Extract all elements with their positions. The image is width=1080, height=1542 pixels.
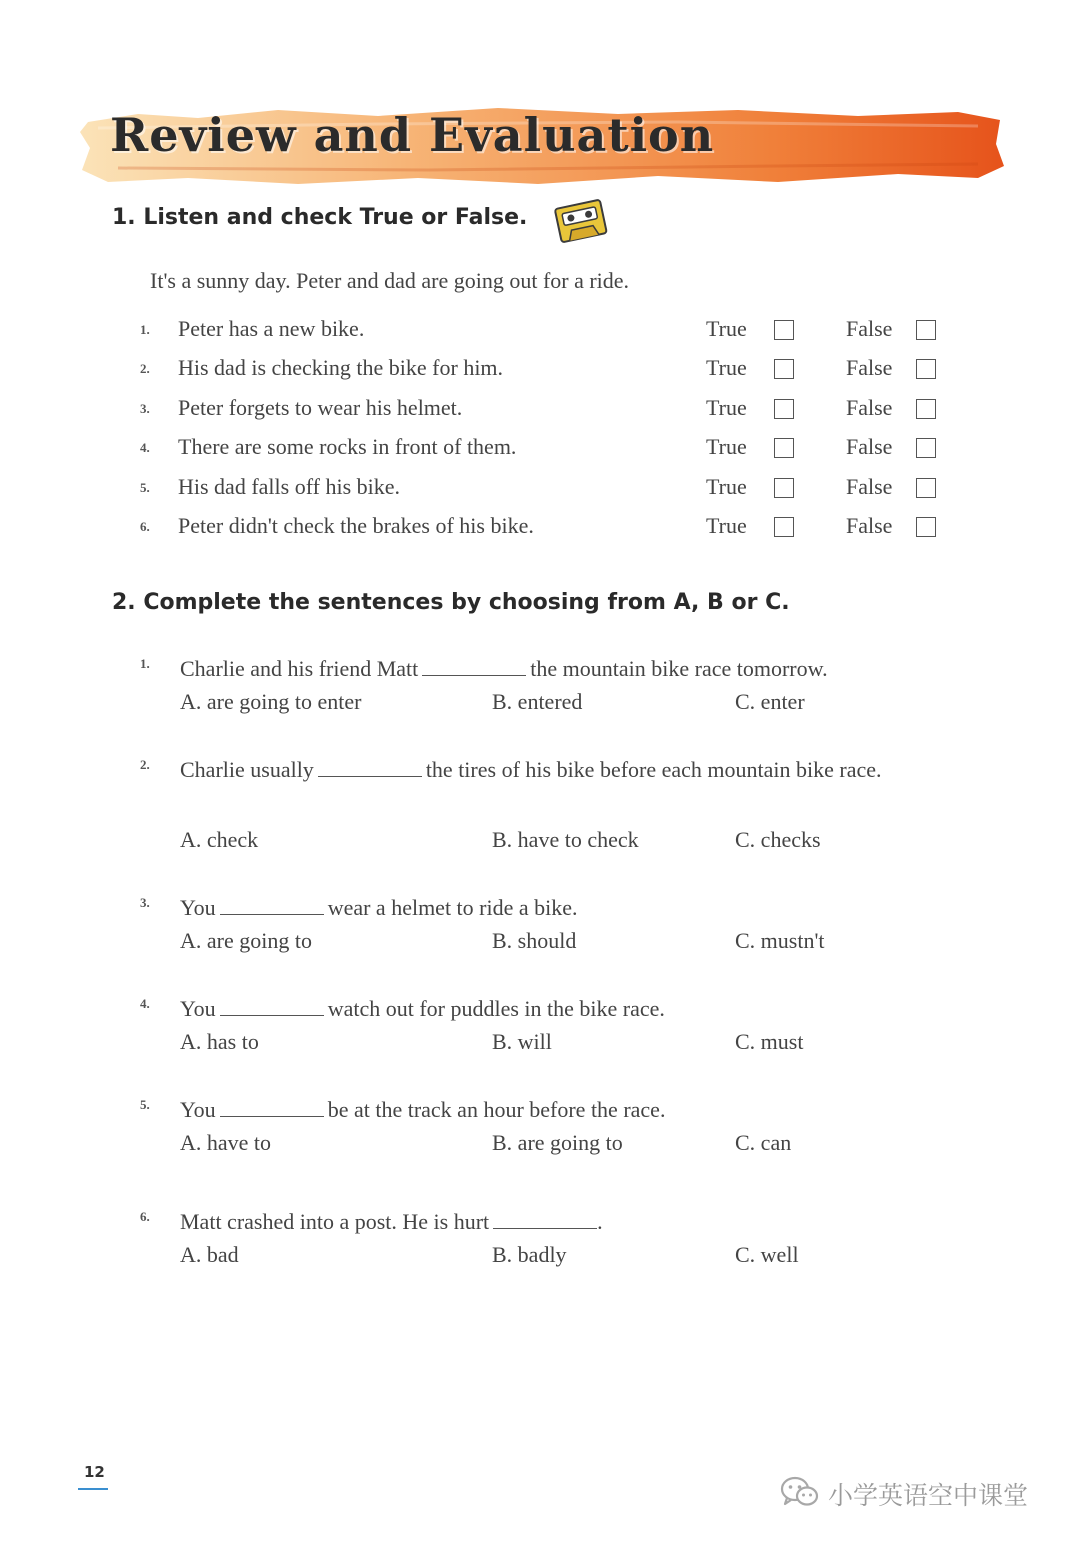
option-b[interactable]: B. should: [492, 928, 577, 953]
page-number: 12: [84, 1463, 105, 1481]
answer-blank[interactable]: [318, 757, 422, 777]
title-banner: [78, 104, 1006, 188]
question-text: [180, 1203, 1000, 1240]
false-label: False: [846, 355, 893, 380]
statement-text: His dad is checking the bike for him.: [178, 355, 504, 380]
option-b[interactable]: B. are going to: [492, 1130, 623, 1155]
question-text: [180, 751, 960, 788]
item-number: 5.: [140, 480, 150, 495]
true-label: True: [706, 355, 747, 380]
tf-item: [140, 355, 940, 385]
false-label: False: [846, 434, 893, 459]
option-a[interactable]: A. are going to: [180, 928, 312, 953]
item-number: 6.: [140, 519, 150, 534]
question-text-after: watch out for puddles in the bike race.: [327, 996, 665, 1021]
option-a[interactable]: A. bad: [180, 1242, 239, 1267]
false-checkbox[interactable]: [916, 399, 936, 419]
answer-blank[interactable]: [220, 996, 324, 1016]
question-text-after: wear a helmet to ride a bike.: [327, 895, 578, 920]
item-number: 1.: [140, 656, 150, 671]
tf-item: [140, 474, 940, 504]
option-c[interactable]: C. checks: [735, 827, 821, 852]
false-label: False: [846, 316, 893, 341]
option-a[interactable]: A. check: [180, 827, 259, 852]
item-number: 4.: [140, 996, 150, 1011]
option-a[interactable]: A. has to: [180, 1029, 259, 1054]
option-c[interactable]: C. can: [735, 1130, 792, 1155]
true-checkbox[interactable]: [774, 320, 794, 340]
statement-text: There are some rocks in front of them.: [178, 434, 517, 459]
true-label: True: [706, 316, 747, 341]
item-number: 2.: [140, 361, 150, 376]
question-text-before: Charlie usually: [180, 757, 314, 782]
question-text-before: You: [180, 1097, 216, 1122]
statement-text: Peter forgets to wear his helmet.: [178, 395, 463, 420]
option-c[interactable]: C. enter: [735, 689, 805, 714]
item-number: 4.: [140, 440, 150, 455]
question-text-after: the mountain bike race tomorrow.: [530, 656, 828, 681]
question-text: [180, 1091, 1000, 1128]
true-checkbox[interactable]: [774, 517, 794, 537]
false-label: False: [846, 395, 893, 420]
wechat-icon: [780, 1475, 820, 1514]
answer-blank[interactable]: [220, 1097, 324, 1117]
section-1-heading: 1. Listen and check True or False.: [112, 205, 528, 230]
true-checkbox[interactable]: [774, 438, 794, 458]
item-number: 3.: [140, 401, 150, 416]
cassette-icon: [552, 196, 610, 248]
page-number-underline: [78, 1488, 108, 1490]
tf-item: [140, 513, 940, 543]
true-checkbox[interactable]: [774, 478, 794, 498]
true-label: True: [706, 434, 747, 459]
option-b[interactable]: B. badly: [492, 1242, 567, 1267]
option-b[interactable]: B. have to check: [492, 827, 639, 852]
true-checkbox[interactable]: [774, 359, 794, 379]
question-text: [180, 650, 1000, 687]
item-number: 1.: [140, 322, 150, 337]
statement-text: His dad falls off his bike.: [178, 474, 401, 499]
false-label: False: [846, 474, 893, 499]
question-text-before: You: [180, 895, 216, 920]
tf-item: [140, 395, 940, 425]
item-number: 5.: [140, 1097, 150, 1112]
watermark: [780, 1474, 1028, 1514]
tf-item: [140, 434, 940, 464]
true-label: True: [706, 513, 747, 538]
false-label: False: [846, 513, 893, 538]
answer-blank[interactable]: [422, 656, 526, 676]
option-c[interactable]: C. well: [735, 1242, 799, 1267]
item-number: 6.: [140, 1209, 150, 1224]
false-checkbox[interactable]: [916, 359, 936, 379]
item-number: 2.: [140, 757, 150, 772]
question-text-before: Charlie and his friend Matt: [180, 656, 419, 681]
true-label: True: [706, 395, 747, 420]
option-c[interactable]: C. mustn't: [735, 928, 825, 953]
false-checkbox[interactable]: [916, 478, 936, 498]
item-number: 3.: [140, 895, 150, 910]
question-text: [180, 889, 1000, 926]
answer-blank[interactable]: [220, 895, 324, 915]
option-a[interactable]: A. have to: [180, 1130, 272, 1155]
true-checkbox[interactable]: [774, 399, 794, 419]
statement-text: Peter has a new bike.: [178, 316, 365, 341]
true-label: True: [706, 474, 747, 499]
question-text-before: Matt crashed into a post. He is hurt: [180, 1209, 490, 1234]
page-title: Review and Evaluation: [110, 108, 715, 162]
false-checkbox[interactable]: [916, 320, 936, 340]
tf-item: [140, 316, 940, 346]
option-a[interactable]: A. are going to enter: [180, 689, 362, 714]
option-b[interactable]: B. entered: [492, 689, 583, 714]
section-2-heading: 2. Complete the sentences by choosing from A, B or C.: [112, 590, 790, 615]
question-text-after: be at the track an hour before the race.: [327, 1097, 666, 1122]
question-text-before: You: [180, 996, 216, 1021]
statement-text: Peter didn't check the brakes of his bike.: [178, 513, 534, 538]
section-1-intro: It's a sunny day. Peter and dad are going out for a ride.: [150, 268, 630, 293]
false-checkbox[interactable]: [916, 517, 936, 537]
question-text: [180, 990, 1000, 1027]
option-c[interactable]: C. must: [735, 1029, 804, 1054]
question-text-after: the tires of his bike before each mountain bike race.: [425, 757, 882, 782]
answer-blank[interactable]: [493, 1209, 597, 1229]
watermark-text: 小学英语空中课堂: [828, 1481, 1029, 1510]
option-b[interactable]: B. will: [492, 1029, 552, 1054]
false-checkbox[interactable]: [916, 438, 936, 458]
question-text-after: .: [597, 1209, 603, 1234]
